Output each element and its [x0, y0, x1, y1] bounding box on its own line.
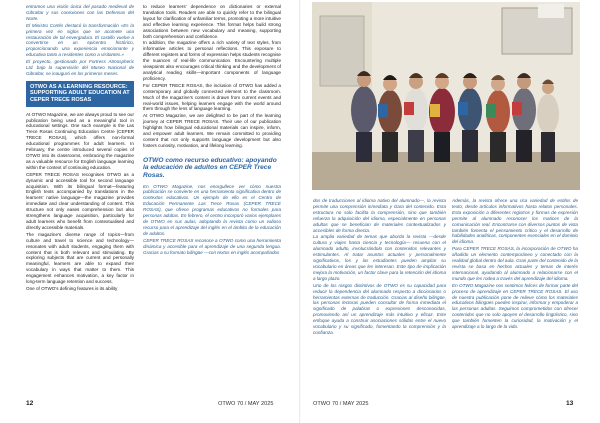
spanish-paragraph: En OTWO Magazine, nos enorgullece ver cómo nuestra publicación se convierte en una herramienta significativa dentro de contextos educativos. Un ejemplo de ello es el Centro de Educación Permanente Las Trece Rosas (CEPER TRECE ROSAS), que ofrece programas educativos no formales para personas adultas. En febrero, el centro incorporó varios ejemplares de OTWO en sus aulas, adoptando la revista como un valioso recurso para el aprendizaje del inglés en el ámbito de la educación de adultos. [143, 183, 281, 236]
intro-paragraph: entramos una visión única del pasado medieval de Gibraltar y sus conexiones con las Defensas del Norte. [26, 4, 134, 21]
page-gutter [299, 0, 301, 423]
footer-left: OTWO 70 / MAY 2025 [218, 401, 274, 407]
left-column-1 [26, 4, 134, 402]
spanish-paragraph: En OTWO Magazine nos sentimos felices de formar parte del proceso de aprendizaje en CEPER TRECE ROSAS. El uso de nuestra publicación pone de relieve cómo los materiales educativos bilingües pueden inspirar, informar y empoderar a las personas adultas. Seguimos comprometidos con ofrecer contenidos que no solo apoyen el desarrollo lingüístico, sino que también fomenten la curiosidad, la motivación y el aprendizaje a lo largo de la vida. [452, 282, 578, 330]
spanish-paragraph: Uno de los rasgos distintivos de OTWO es su capacidad para reducir la dependencia del alumnado respecto a diccionarios o herramientas externas de traducción. Gracias al diseño bilingüe, las personas lectoras pueden consultar de forma inmediata el significado de palabras o expresiones desconocidas, promoviendo así un aprendizaje más intuitivo y eficaz. Este enfoque ayuda a construir asociaciones sólidas entre el nuevo vocabulario y su significado, fomentando la comprensión y la confianza. [313, 282, 446, 335]
body-paragraph: The magazine's diverse range of topics—from culture and travel to science and technology—resonates with adult students, engaging them with content that is both relevant and stimulating. By exploring subjects that are current and personally meaningful, learners are able to expand their vocabulary in ways that matter to them. This engagement enhances motivation, a key factor in long-term language retention and success. [26, 231, 134, 285]
section-heading: OTWO AS A LEARNING RESOURCE: SUPPORTING ADULT EDUCATION AT CEPER TRECE ROSAS [26, 81, 134, 107]
body-paragraph: One of OTWO's defining features is its ability [26, 285, 118, 291]
spanish-paragraph: La amplia variedad de temas que aborda la revista —desde cultura y viajes hasta ciencia y tecnología— resuena con el alumnado adulto, involucrándolo con contenidos relevantes y estimulantes. Al tratar asuntos actuales y personalmente significativos, los y las estudiantes pueden ampliar su vocabulario en áreas que les interesan. Este tipo de implicación mejora la motivación, un factor clave para la retención del idioma a largo plazo. [313, 234, 446, 281]
right-column-1 [313, 198, 446, 402]
spanish-paragraph: Además, la revista ofrece una rica variedad de estilos de texto, desde artículos informativos hasta relatos personales. Esta exposición a diferentes registros y formas de expresión permite al alumnado reconocer los matices de la comunicación real. Encontrarse con diversos puntos de vista también fomenta el pensamiento crítico y el desarrollo de habilidades analíticas, componentes esenciales en el dominio del idioma. [452, 198, 578, 245]
body-paragraph: to reduce learners' dependence on dictionaries or external translation tools. Readers are able to quickly refer to the bilingual layout for clarification of unfamiliar terms, promoting a more intuitive and effective learning experience. This format helps build strong associations between new vocabulary and meaning, supporting both comprehension and confidence. [143, 4, 281, 39]
spanish-paragraph: Para CEPER TRECE ROSAS, la incorporación de OTWO ha añadido un elemento contemporáneo y conectado con la realidad global dentro del aula. Gran parte del contenido de la revista se basa en hechos actuales y temas de interés internacional, ayudando al alumnado a relacionarse con el mundo que les rodea a través del aprendizaje del idioma. [452, 246, 578, 281]
spanish-paragraph: CEPER TRECE ROSAS reconoce a OTWO como una herramienta dinámica y accesible para el aprendizaje de una segunda lengua. Gracias a su formato bilingüe —con textos en inglés acompañados [143, 237, 281, 255]
intro-block [26, 4, 134, 77]
body-paragraph: For CEPER TRECE ROSAS, the inclusion of OTWO has added a contemporary and globally connected element to the classroom. Much of the magazine's content is drawn from current events and real-world issues, helping learners engage with the world around them through the lens of language learning. [143, 82, 281, 112]
spanish-subheading: OTWO como recurso educativo: apoyando la educación de adultos en CEPER Trece Rosas. [143, 156, 277, 179]
body-paragraph: At OTWO Magazine, we are delighted to be part of the learning journey at CEPER TRECE ROSAS. Their use of our publication highlights how bilingual educational materials can inspire, inform, and empower adult learners. We remain committed to providing content that not only supports language development but also fosters curiosity, motivation, and lifelong learning. [143, 113, 281, 148]
footer-right: OTWO 70 / MAY 2025 [313, 401, 369, 407]
body-paragraph: In addition, the magazine offers a rich variety of text styles, from informative articles to personal reflections. This exposure to different registers and forms of expression helps students recognise the nuances of real-life communication. Encountering multiple viewpoints also encourages critical thinking and the development of analytical reading skills—important components of language proficiency. [143, 40, 281, 81]
page-number-right: 13 [566, 400, 574, 407]
body-paragraph: CEPER TRECE ROSAS recognises OTWO as a dynamic and accessible tool for second language acquisition. With its bilingual format—featuring English texts accompanied by translations in the learners' native language—the magazine provides immediate and clear understanding of content. This structure not only eases comprehension but also strengthens language acquisition, particularly for adult learners who benefit from contextualised and directly accessible materials. [26, 171, 134, 230]
group-photo-icon [312, 2, 580, 190]
body-paragraph: At OTWO Magazine, we are always proud to see our publication being used as a meaningful tool in educational settings. One such example is the Las Trece Rosas Continuing Education Centre (CEPER TRECE ROSAS), which offers non-formal educational programmes for adult learners. In February, the centre introduced several copies of OTWO into its classrooms, embracing the magazine as a valuable resource for English language learning within the context of continuing education. [26, 111, 134, 170]
spanish-paragraph: dos de traducciones al idioma nativo del alumnado—, la revista permite una comprensión inmediata y clara del contenido. Esta estructura no solo facilita la comprensión, sino que también refuerza la adquisición del idioma, especialmente en personas adultas que se benefician de materiales contextualizados y accesibles de forma directa. [313, 198, 446, 233]
page-number-left: 12 [26, 400, 34, 407]
intro-paragraph: El Ministro Cortés destacó la transformación «Es la primera vez en siglos que se acomete una restauración de tal envergadura. El castillo vuelve a convertirse en un epicentro histórico, proporcionando una experiencia emocionante y educativa tanto a residentes como a visitantes.» [26, 22, 134, 58]
group-photo [312, 2, 580, 190]
left-column-2 [143, 4, 281, 402]
intro-paragraph: El proyecto, gestionado por Fortress Atmospheric Ltd. bajo la supervisión del Museo Nacional de Gibraltar, se inauguró en los primeros meses. [26, 59, 134, 76]
right-column-2 [452, 198, 578, 402]
